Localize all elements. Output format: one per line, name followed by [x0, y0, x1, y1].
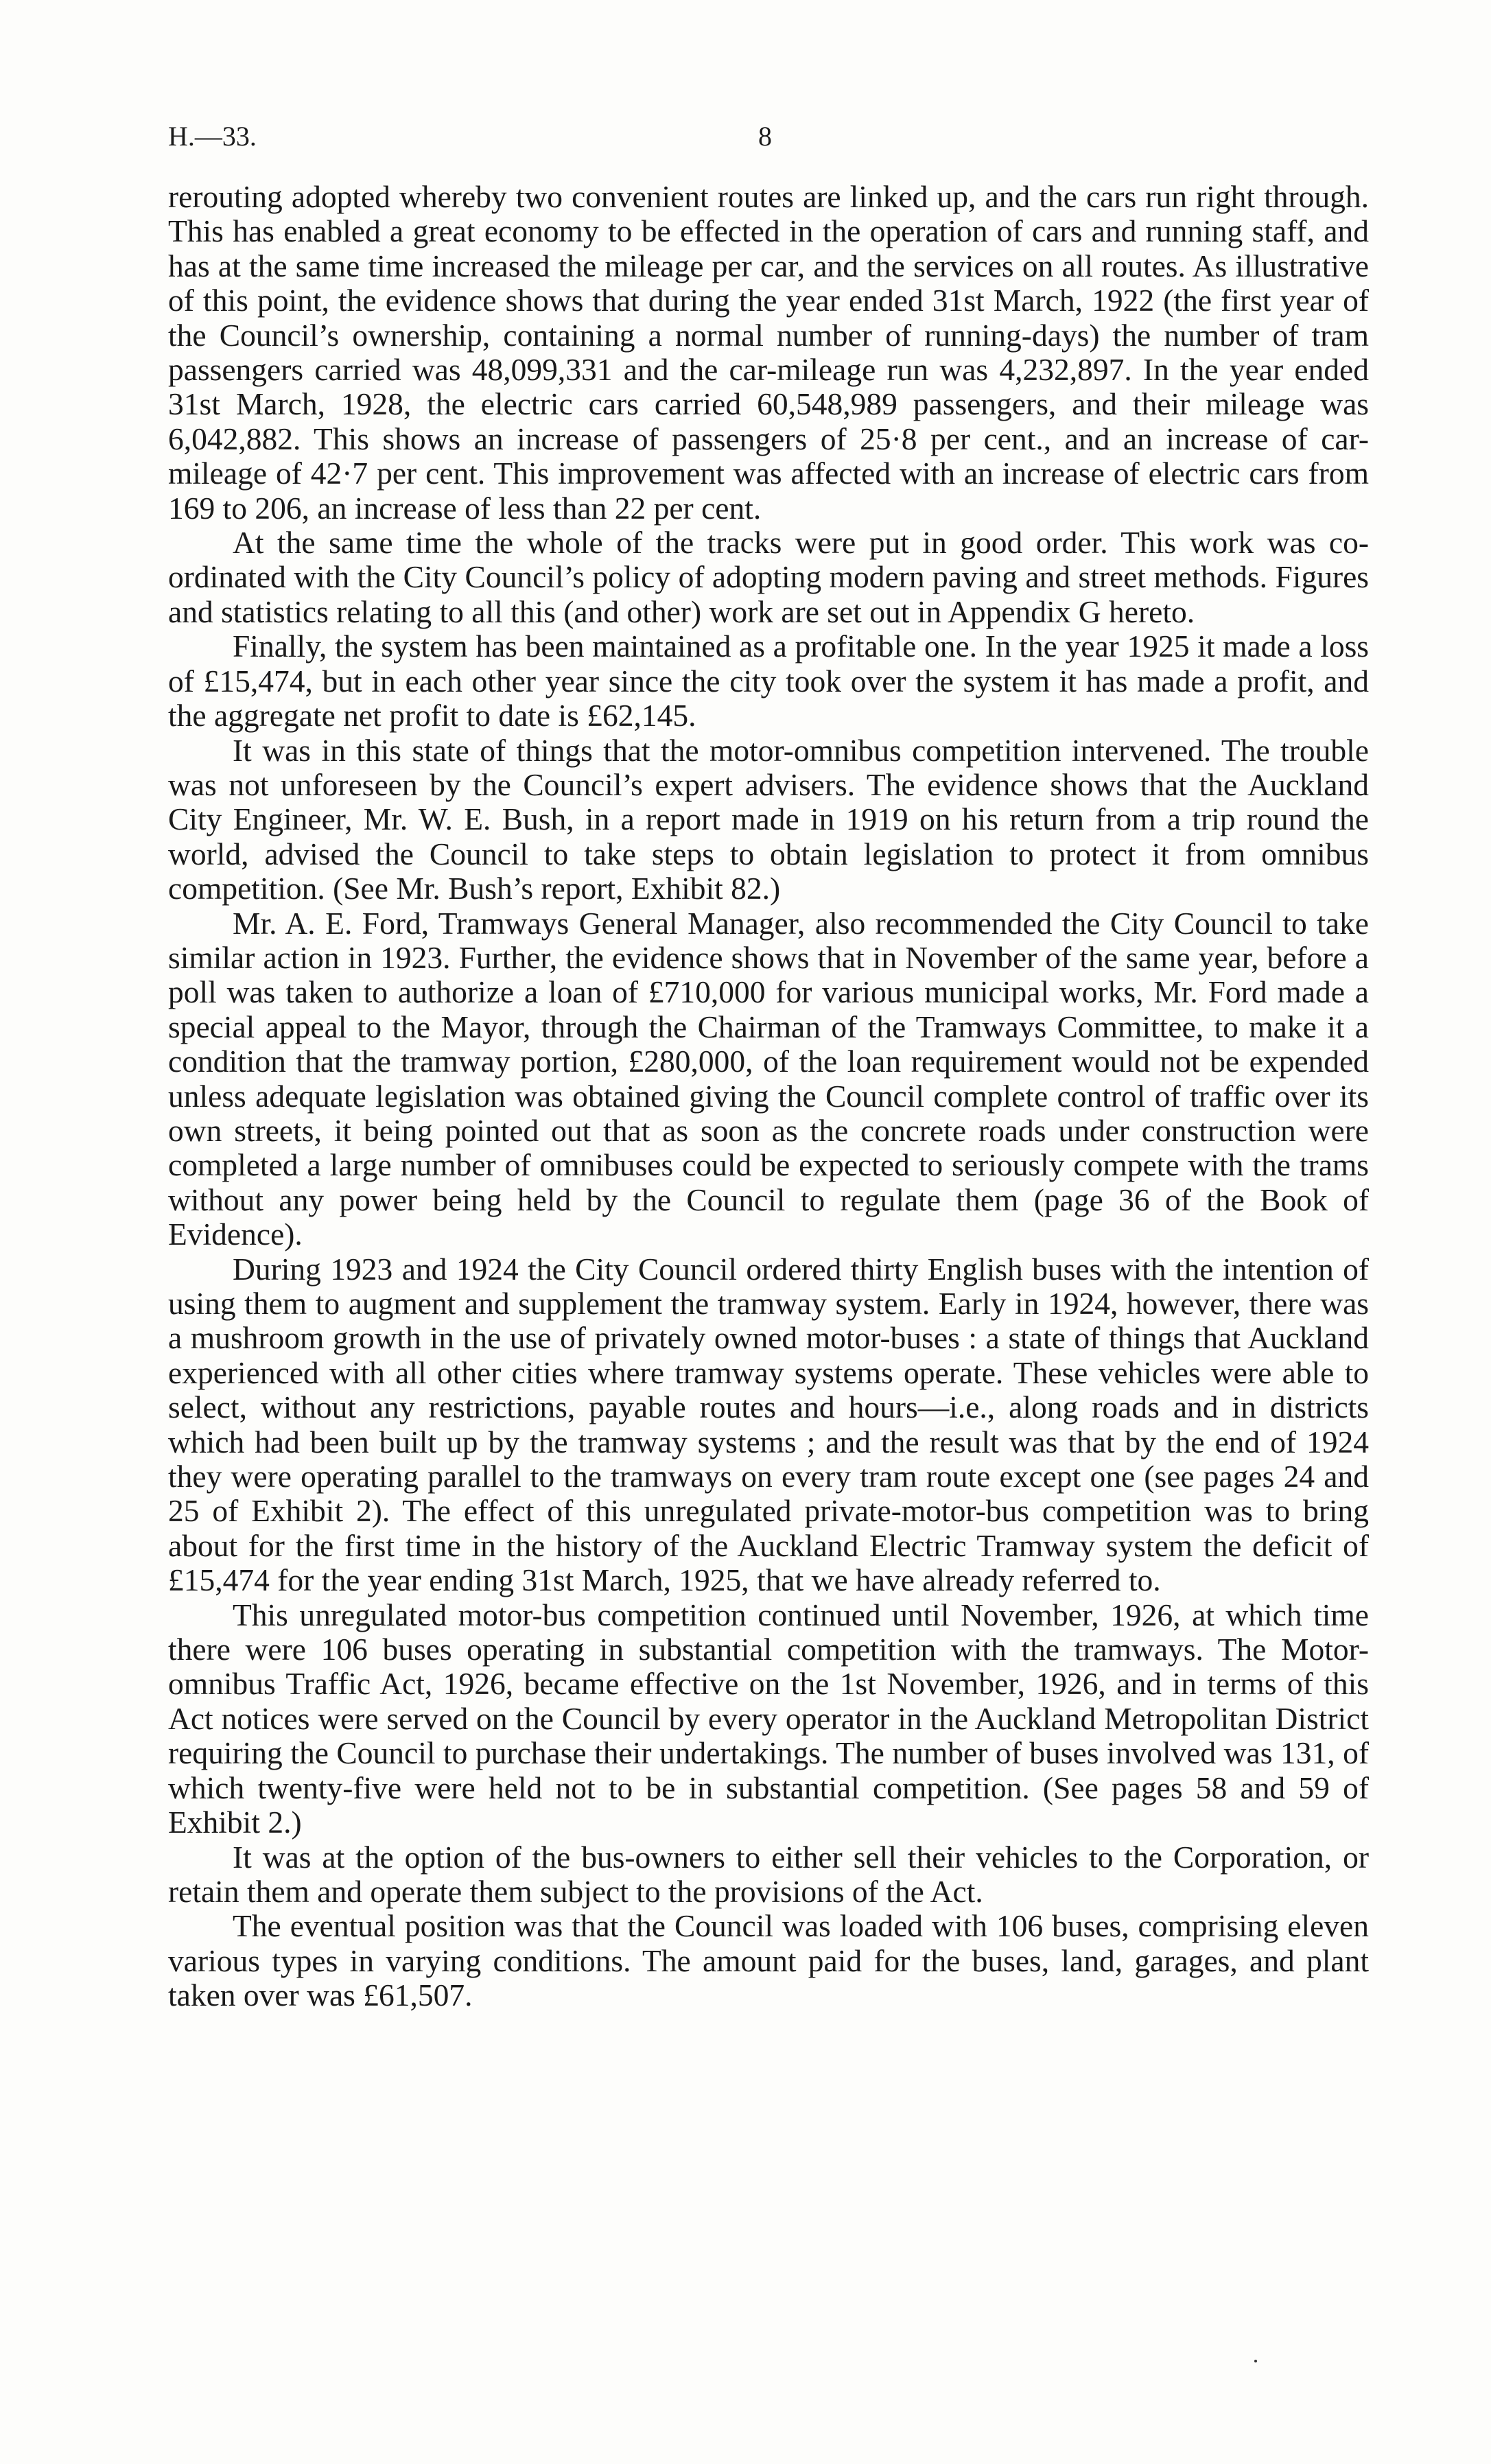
paragraph-traffic-act: This unregulated motor-bus competition continued until November, 1926, at which time there were 106 buses operating in substantial competition with the tramways. The Motor-omnibus Traffic Act, 1926, became effective on the 1st November, 1926, and in terms of this Act notices were served on the Council by every operator in the Auckland Metropolitan District requiring the Council to purchase their undertakings. The number of buses involved was 131, of which twenty-five were held not to be in substantial competition. (See pages 58 and 59 of Exhibit 2.)	[168, 1597, 1369, 1840]
paragraph-eventual-position: The eventual position was that the Council was loaded with 106 buses, comprising eleven various types in varying conditions. The amount paid for the buses, land, garages, and plant taken over was £61,507.	[168, 1908, 1369, 2013]
paragraph-continuation: rerouting adopted whereby two convenient routes are linked up, and the cars run right through. This has enabled a great economy to be effected in the operation of cars and running staff, and has at the same time increased the mileage per car, and the services on all routes. As illustrative of this point, the evidence shows that during the year ended 31st March, 1922 (the first year of the Council’s ownership, containing a normal number of running-days) the number of tram passengers carried was 48,099,331 and the car-mileage run was 4,232,897. In the year ended 31st March, 1928, the electric cars carried 60,548,989 passengers, and their mileage was 6,042,882. This shows an increase of passengers of 25·8 per cent., and an increase of car-mileage of 42·7 per cent. This improvement was affected with an increase of electric cars from 169 to 206, an increase of less than 22 per cent.	[168, 179, 1369, 526]
body-text	[168, 180, 1369, 2013]
paragraph-ford-recommendation: Mr. A. E. Ford, Tramways General Manager, also recommended the City Council to take similar action in 1923. Further, the evidence shows that in November of the same year, before a poll was taken to authorize a loan of £710,000 for various municipal works, Mr. Ford made a special appeal to the Mayor, through the Chairman of the Tramways Committee, to make it a condition that the tramway portion, £280,000, of the loan requirement would not be expended unless adequate legislation was obtained giving the Council complete control of traffic over its own streets, it being pointed out that as soon as the concrete roads under construction were completed a large number of omnibuses could be expected to seriously compete with the trams without any power being held by the Council to regulate them (page 36 of the Book of Evidence).	[168, 905, 1369, 1252]
paragraph-bus-owner-option: It was at the option of the bus-owners to either sell their vehicles to the Corporation, or retain them and operate them subject to the provisions of the Act.	[168, 1839, 1369, 1909]
scan-speck	[1254, 2360, 1257, 2362]
paragraph-tracks: At the same time the whole of the tracks were put in good order. This work was co-ordinated with the City Council’s policy of adopting modern paving and street methods. Figures and statistics relating to all this (and other) work are set out in Appendix G hereto.	[168, 525, 1369, 629]
paragraph-buses-ordered: During 1923 and 1924 the City Council ordered thirty English buses with the intention of using them to augment and supplement the tramway system. Early in 1924, however, there was a mushroom growth in the use of privately owned motor-buses : a state of things that Auckland experienced with all other cities where tramway systems operate. These vehicles were able to select, without any restrictions, payable routes and hours—i.e., along roads and in districts which had been built up by the tramway systems ; and the result was that by the end of 1924 they were operating parallel to the tramways on every tram route except one (see pages 24 and 25 of Exhibit 2). The effect of this unregulated private-motor-bus competition was to bring about for the first time in the history of the Auckland Electric Tramway system the deficit of £15,474 for the year ending 31st March, 1925, that we have already referred to.	[168, 1251, 1369, 1598]
page-header	[168, 120, 1369, 161]
paragraph-profit: Finally, the system has been maintained as a profitable one. In the year 1925 it made a loss of £15,474, but in each other year since the city took over the system it has made a profit, and the aggregate net profit to date is £62,145.	[168, 629, 1369, 734]
document-reference: H.—33.	[168, 121, 257, 152]
page-number: 8	[758, 121, 772, 152]
paragraph-competition: It was in this state of things that the motor-omnibus competition intervened. The trouble was not unforeseen by the Council’s expert advisers. The evidence shows that the Auckland City Engineer, Mr. W. E. Bush, in a report made in 1919 on his return from a trip round the world, advised the Council to take steps to obtain legislation to protect it from omnibus competition. (See Mr. Bush’s report, Exhibit 82.)	[168, 732, 1369, 906]
